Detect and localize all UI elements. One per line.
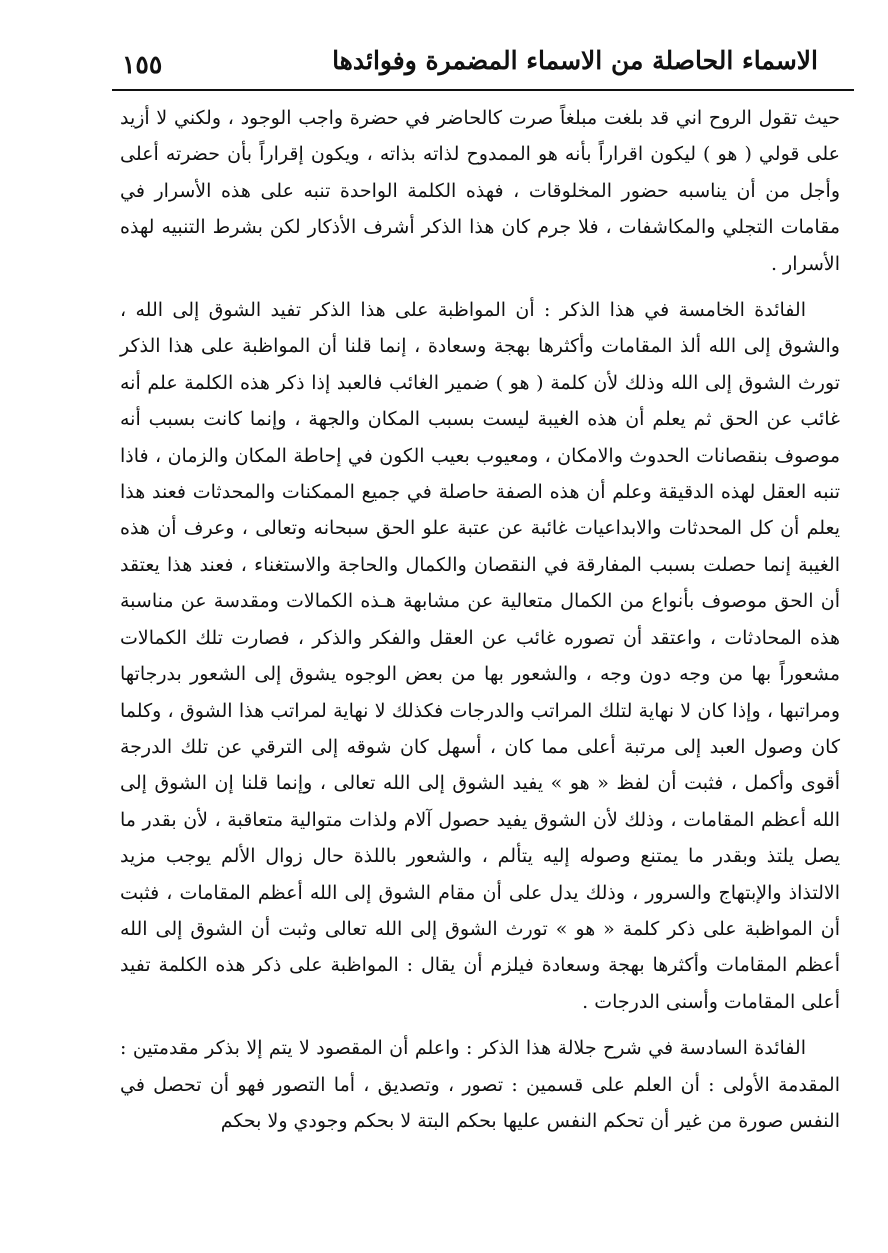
running-header: [112, 40, 854, 92]
paragraph-sixth-benefit: الفائدة السادسة في شرح جلالة هذا الذكر : واعلم أن المقصود لا يتم إلا بذكر مقدمتين : المقدمة الأولى : أن العلم على قسمين : تصور ، وتصديق ، أما التصور فهو أن تحصل في النفس صورة من غير أن تحكم النفس عليها بحكم البتة لا بحكم وجودي ولا بحكم: [120, 1037, 840, 1132]
page-number: ١٥٥: [122, 50, 163, 79]
paragraph-continuation: حيث تقول الروح اني قد بلغت مبلغاً صرت كالحاضر في حضرة واجب الوجود ، ولكني لا أزيد على قولي ( هو ) ليكون اقراراً بأنه هو الممدوح لذاته بذاته ، ويكون إقراراً بأن حضرته أعلى وأجل من أن يناسبه حضور المخلوقات ، فهذه الكلمة الواحدة تنبه على هذه الأسرار في مقامات التجلي والمكاشفات ، فلا جرم كان هذا الذكر أشرف الأذكار لكن بشرط التنبيه لهذه الأسرار .: [120, 107, 840, 275]
header-divider: [112, 89, 854, 91]
running-header-title: الاسماء الحاصلة من الاسماء المضمرة وفوائدها: [332, 46, 818, 75]
page-body: [120, 100, 840, 1149]
paragraph-fifth-benefit: الفائدة الخامسة في هذا الذكر : أن المواظبة على هذا الذكر تفيد الشوق إلى الله ، والشوق إلى الله ألذ المقامات وأكثرها بهجة وسعادة ، إنما قلنا أن المواظبة على هذا الذكر تورث الشوق إلى الله وذلك لأن كلمة ( هو ) ضمير الغائب فالعبد إذا ذكر هذه الكلمة علم أنه غائب عن الحق ثم يعلم أن هذه الغيبة ليست بسبب المكان والجهة ، وإنما كانت بسبب أنه موصوف بنقصانات الحدوث والامكان ، ومعيوب بعيب الكون في إحاطة المكان والزمان ، فاذا تنبه العقل لهذه الدقيقة وعلم أن هذه الصفة حاصلة في جميع الممكنات والمحدثات فعند هذا يعلم أن كل المحدثات والابداعيات غائبة عن عتبة علو الحق سبحانه وتعالى ، وعرف أن هذه الغيبة إنما حصلت بسبب المفارقة في النقصان والكمال والحاجة والاستغناء ، فعند هذا يعتقد أن الحق موصوف بأنواع من الكمال متعالية عن مشابهة هـذه الكمالات ومقدسة عن مناسبة هذه المحادثات ، واعتقد أن تصوره غائب عن العقل والفكر والذكر ، فصارت تلك الكمالات مشعوراً بها من وجه دون وجه ، والشعور بها من بعض الوجوه يشوق إلى الشعور بدرجاتها ومراتبها ، وإذا كان لا نهاية لتلك المراتب والدرجات فكذلك لا نهاية لمراتب هذا الشوق ، وكلما كان وصول العبد إلى مرتبة أعلى مما كان ، أسهل كان شوقه إلى الترقي عن تلك الدرجة أقوى وأكمل ، فثبت أن لفظ « هو » يفيد الشوق إلى الله تعالى ، وإنما قلنا إن الشوق إلى الله أعظم المقامات ، وذلك لأن الشوق يفيد حصول آلام ولذات متوالية متعاقبة ، لأن بقدر ما يصل يلتذ وبقدر ما يمتنع وصوله إليه يتألم ، والشعور باللذة حال زوال الألم يوجب مزيد الالتذاذ والإبتهاج والسرور ، وذلك يدل على أن مقام الشوق إلى الله أعظم المقامات ، فثبت أن المواظبة على ذكر كلمة « هو » تورث الشوق إلى الله تعالى وثبت أن الشوق إلى الله أعظم المقامات وأكثرها بهجة وسعادة فيلزم أن يقال : المواظبة على ذكر هذه الكلمة تفيد أعلى المقامات وأسنى الدرجات .: [120, 299, 840, 1013]
